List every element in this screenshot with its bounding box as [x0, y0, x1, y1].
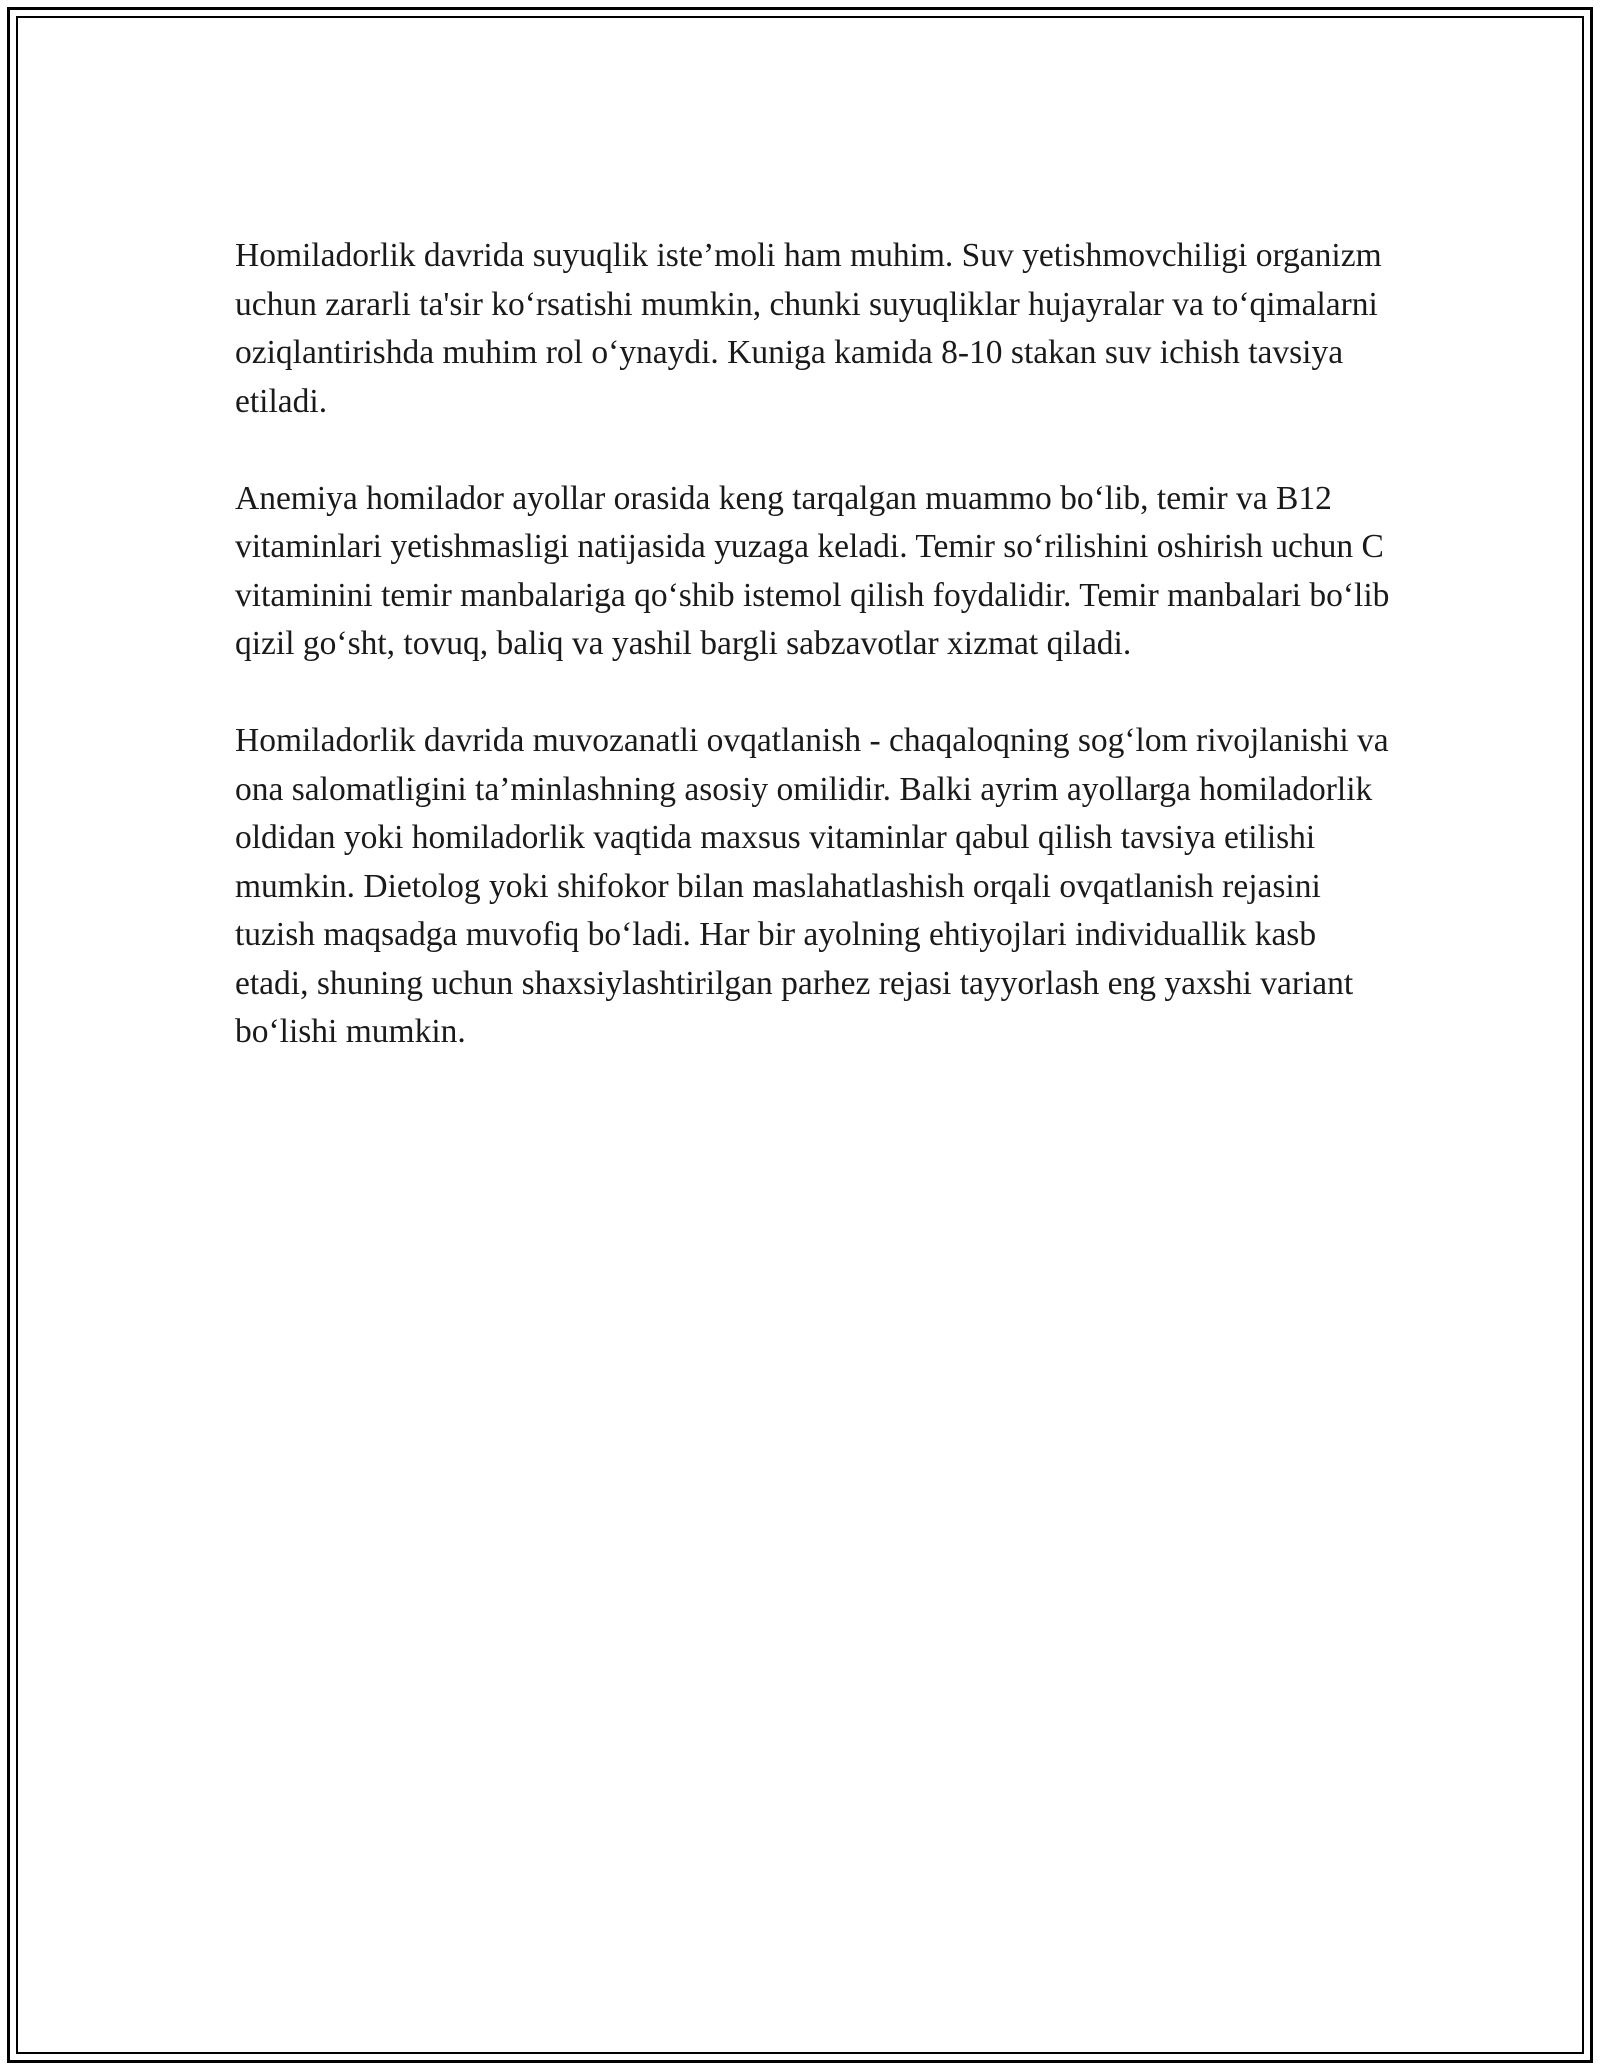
paragraph-hydration: Homiladorlik davrida suyuqlik iste’moli ham muhim. Suv yetishmovchiligi organizm uchun zararli ta'sir ko‘rsatishi mumkin, chunki suyuqliklar hujayralar va to‘qimalarni oziqlantirishda muhim rol o‘ynaydi. Kuniga kamida 8-10 stakan suv ichish tavsiya etiladi. — [235, 237, 1382, 420]
document-body — [235, 232, 1395, 1105]
paragraph-anemia: Anemiya homilador ayollar orasida keng tarqalgan muammo bo‘lib, temir va B12 vitaminlari yetishmasligi natijasida yuzaga keladi. Temir so‘rilishini oshirish uchun C vitaminini temir manbalariga qo‘shib istemol qilish foydalidir. Temir manbalari bo‘lib qizil go‘sht, tovuq, baliq va yashil bargli sabzavotlar xizmat qiladi. — [235, 479, 1390, 662]
paragraph-balanced-nutrition: Homiladorlik davrida muvozanatli ovqatlanish - chaqaloqning sog‘lom rivojlanishi va ona salomatligini ta’minlashning asosiy omilidir. Balki ayrim ayollarga homiladorlik oldidan yoki homiladorlik vaqtida maxsus vitaminlar qabul qilish tavsiya etilishi mumkin. Dietolog yoki shifokor bilan maslahatlashish orqali ovqatlanish rejasini tuzish maqsadga muvofiq bo‘ladi. Har bir ayolning ehtiyojlari individuallik kasb etadi, shuning uchun shaxsiylashtirilgan parhez rejasi tayyorlash eng yaxshi variant bo‘lishi mumkin. — [235, 722, 1389, 1050]
